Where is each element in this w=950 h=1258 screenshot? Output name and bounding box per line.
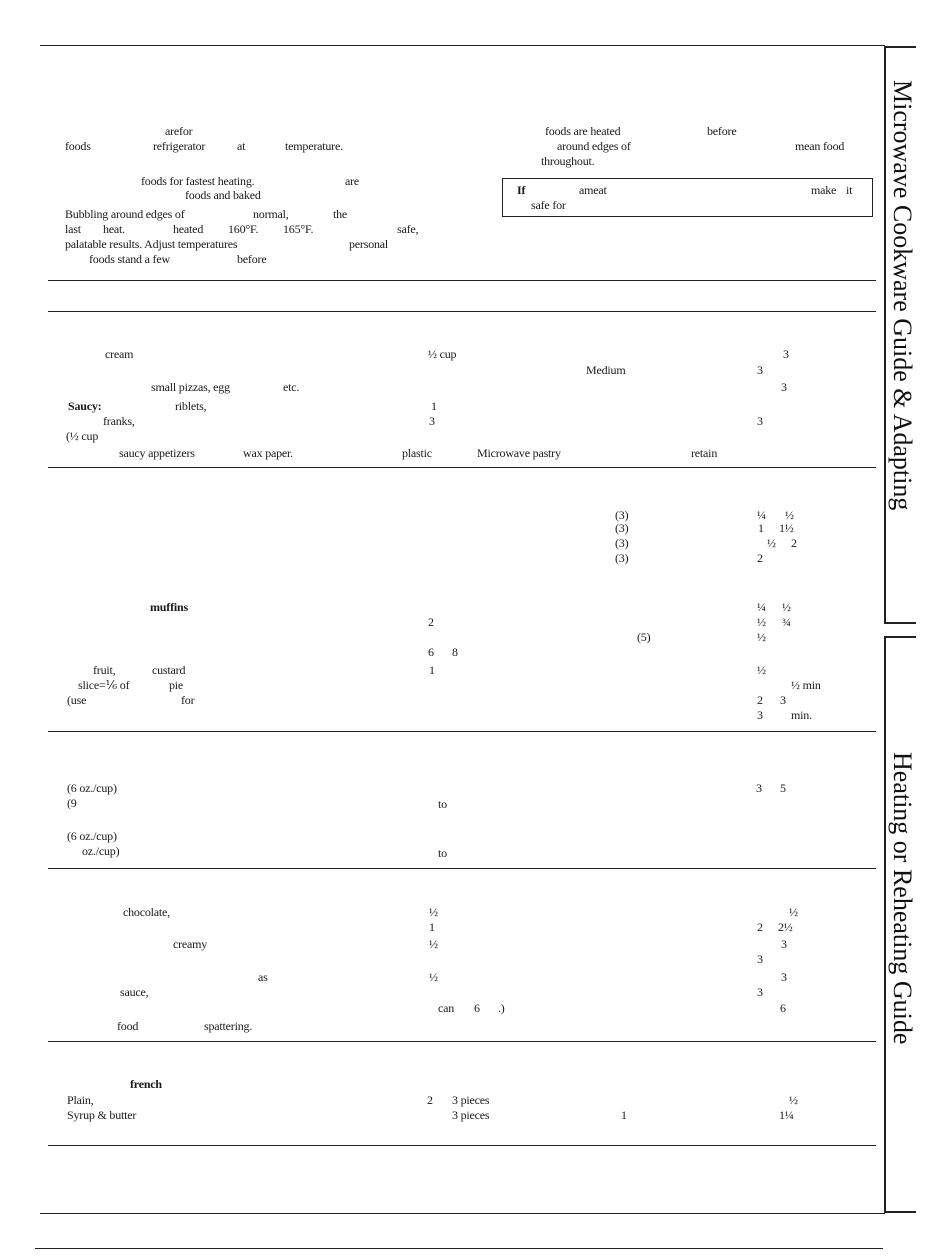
intro-text: last [65,222,81,236]
table-cell: 3 [757,363,763,377]
table-cell: (½ cup [66,429,99,443]
table-cell: 3 [781,937,787,951]
table-cell: 2 [428,615,434,629]
bottom-rule [40,1213,885,1214]
table-cell: spattering. [204,1019,253,1033]
safety-note-text: make [811,183,837,197]
table-cell: ½ [757,630,766,644]
table-cell: ¼ [757,600,766,614]
table-cell: 1½ [779,521,794,535]
intro-text: around edges of [557,139,631,153]
safety-note-text: it [846,183,853,197]
table-cell: 3 [757,708,763,722]
table-cell: sauce, [120,985,149,999]
table-cell: 2 [757,693,763,707]
table-cell: ½ [785,508,794,522]
intro-text: refrigerator [153,139,206,153]
safety-note-text: If [517,183,526,197]
table-cell: 1¼ [779,1108,794,1122]
table-cell: pie [169,678,184,692]
table-cell: to [438,797,447,811]
table-cell: (use [67,693,87,707]
table-cell: ½ [429,970,438,984]
section-rule [48,1041,876,1042]
table-cell: 3 [781,380,787,394]
table-cell: 3 [756,781,762,795]
section-rule [48,280,876,281]
side-title-top: Microwave Cookware Guide & Adapting [888,80,917,511]
table-cell: 1 [621,1108,627,1122]
table-cell: saucy appetizers [119,446,195,460]
table-cell: 2 [757,551,763,565]
table-cell: as [258,970,268,984]
section-rule [48,868,876,869]
table-cell: ½ min [791,678,821,692]
table-cell: (3) [615,508,629,522]
side-rule [884,46,886,624]
intro-text: palatable results. Adjust temperatures [65,237,238,251]
table-cell: can [438,1001,455,1015]
section-rule [48,311,876,312]
table-cell: 3 [757,414,763,428]
intro-text: safe, [397,222,419,236]
table-cell: 6 [428,645,434,659]
safety-note-text: safe for [531,198,566,212]
intro-text: foods stand a few [89,252,170,266]
table-cell: (6 oz./cup) [67,829,117,843]
table-cell: Medium [586,363,626,377]
table-cell: small pizzas, egg [151,380,230,394]
table-cell: (9 [67,796,77,810]
table-cell: 3 [781,970,787,984]
table-cell: fruit, [93,663,116,677]
safety-note-box [502,178,873,217]
table-cell: for [181,693,195,707]
intro-text: personal [349,237,389,251]
table-cell: retain [691,446,718,460]
table-cell: muffins [150,600,188,614]
table-cell: french [130,1077,162,1091]
section-rule [48,1145,876,1146]
table-cell: ½ [757,663,766,677]
table-cell: .) [498,1001,505,1015]
intro-text: foods [65,139,91,153]
intro-text: 165°F. [283,222,314,236]
table-cell: 3 [783,347,789,361]
table-cell: Syrup & butter [67,1108,137,1122]
table-cell: 6 [780,1001,786,1015]
table-cell: Plain, [67,1093,94,1107]
intro-text: heated [173,222,204,236]
table-cell: ½ [757,615,766,629]
intro-text: normal, [253,207,289,221]
table-cell: 2 [427,1093,433,1107]
side-rule [884,622,916,624]
table-cell: 3 [757,985,763,999]
table-cell: 6 [474,1001,480,1015]
table-cell: franks, [103,414,135,428]
table-cell: 2 [791,536,797,550]
side-title-bottom: Heating or Reheating Guide [888,752,917,1045]
table-cell: (5) [637,630,651,644]
table-cell: 1 [429,920,435,934]
table-cell: wax paper. [243,446,293,460]
intro-text: before [237,252,267,266]
table-cell: ½ [429,937,438,951]
table-cell: (3) [615,551,629,565]
table-cell: ½ cup [428,347,457,361]
table-cell: min. [791,708,812,722]
table-cell: 3 pieces [452,1093,490,1107]
intro-text: foods are heated [545,124,621,138]
table-cell: to [438,846,447,860]
table-cell: 2½ [778,920,793,934]
table-cell: riblets, [175,399,207,413]
intro-text: throughout. [541,154,595,168]
section-rule [48,731,876,732]
table-cell: 3 pieces [452,1108,490,1122]
intro-text: foods and baked [185,188,261,202]
table-cell: ½ [782,600,791,614]
table-cell: ½ [789,1093,798,1107]
table-cell: food [117,1019,139,1033]
table-cell: plastic [402,446,432,460]
intro-text: are [345,174,360,188]
table-cell: (3) [615,536,629,550]
side-rule [884,1211,916,1213]
side-rule [884,636,886,1213]
table-cell: 2 [757,920,763,934]
table-cell: 3 [757,952,763,966]
table-cell: ¾ [782,615,791,629]
intro-text: arefor [165,124,193,138]
intro-text: foods for fastest heating. [141,174,255,188]
intro-text: at [237,139,246,153]
intro-text: 160°F. [228,222,259,236]
table-cell: 3 [780,693,786,707]
table-cell: Microwave pastry [477,446,561,460]
table-cell: (3) [615,521,629,535]
intro-text: before [707,124,737,138]
table-cell: (6 oz./cup) [67,781,117,795]
intro-text: the [333,207,348,221]
table-cell: Saucy: [68,399,102,413]
intro-text: temperature. [285,139,343,153]
table-cell: ½ [789,905,798,919]
top-rule [40,45,885,46]
table-cell: custard [152,663,186,677]
table-cell: chocolate, [123,905,170,919]
table-cell: creamy [173,937,208,951]
safety-note-text: ameat [579,183,607,197]
table-cell: 1 [758,521,764,535]
table-cell: slice=⅙ of [78,678,130,692]
side-rule [884,46,916,48]
intro-text: Bubbling around edges of [65,207,185,221]
section-rule [48,467,876,468]
table-cell: 1 [431,399,437,413]
table-cell: ¼ [757,508,766,522]
intro-text: mean food [795,139,845,153]
side-rule [884,636,916,638]
footer-rule [35,1248,883,1249]
table-cell: cream [105,347,134,361]
table-cell: ½ [429,905,438,919]
table-cell: 1 [429,663,435,677]
table-cell: 5 [780,781,786,795]
table-cell: 3 [429,414,435,428]
intro-text: heat. [103,222,125,236]
table-cell: 8 [452,645,458,659]
table-cell: oz./cup) [82,844,120,858]
table-cell: etc. [283,380,300,394]
table-cell: ½ [767,536,776,550]
